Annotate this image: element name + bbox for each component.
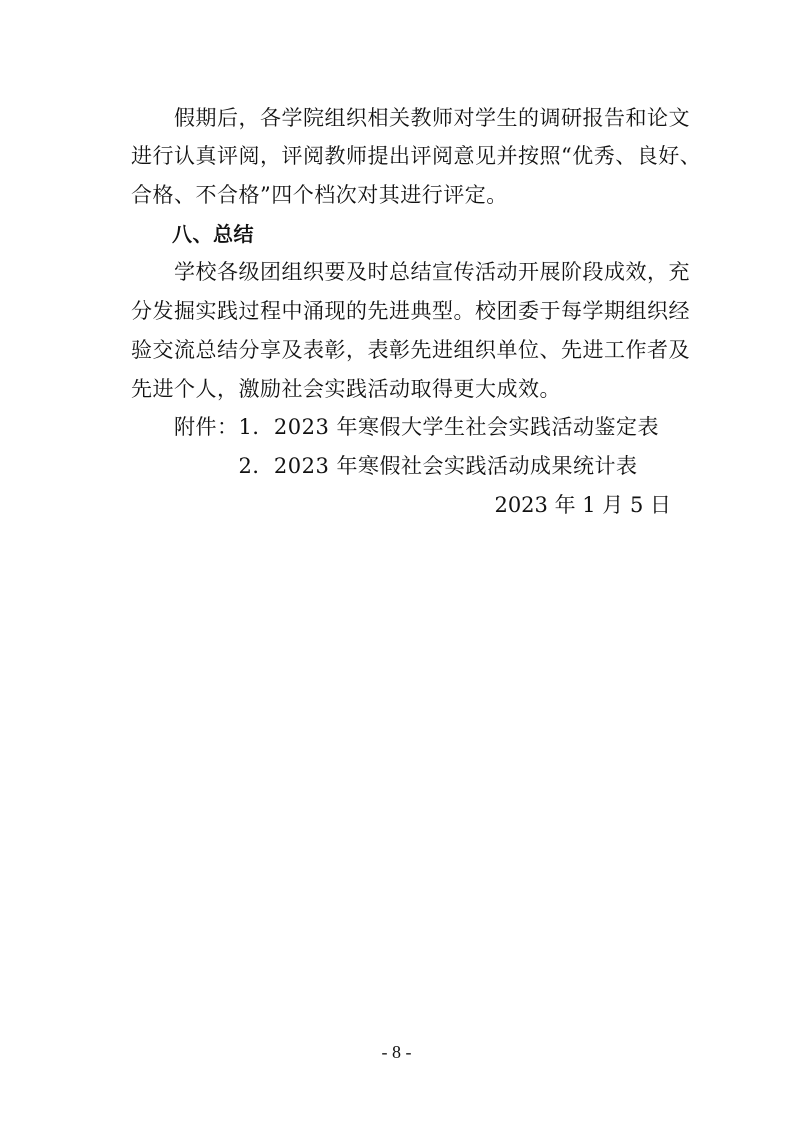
paragraph-line: 分发掘实践过程中涌现的先进典型。校团委于每学期组织经	[131, 299, 690, 323]
paragraph-line: 合格、不合格”四个档次对其进行评定。	[131, 183, 508, 207]
paragraph-line: 学校各级团组织要及时总结宣传活动开展阶段成效，充	[131, 260, 690, 284]
attachment-line: 2．2023 年寒假社会实践活动成果统计表	[131, 454, 638, 478]
page-number: - 8 -	[381, 1042, 412, 1062]
paragraph-line: 先进个人，激励社会实践活动取得更大成效。	[131, 377, 561, 401]
attachment-line: 附件：1．2023 年寒假大学生社会实践活动鉴定表	[131, 415, 659, 439]
paragraph-line: 假期后，各学院组织相关教师对学生的调研报告和论文	[131, 106, 690, 130]
paragraph-line: 进行认真评阅，评阅教师提出评阅意见并按照“优秀、良好、	[131, 144, 702, 168]
document-date: 2023 年 1 月 5 日	[494, 493, 671, 517]
paragraph-line: 验交流总结分享及表彰，表彰先进组织单位、先进工作者及	[131, 338, 690, 362]
section-heading: 八、总结	[131, 222, 254, 246]
